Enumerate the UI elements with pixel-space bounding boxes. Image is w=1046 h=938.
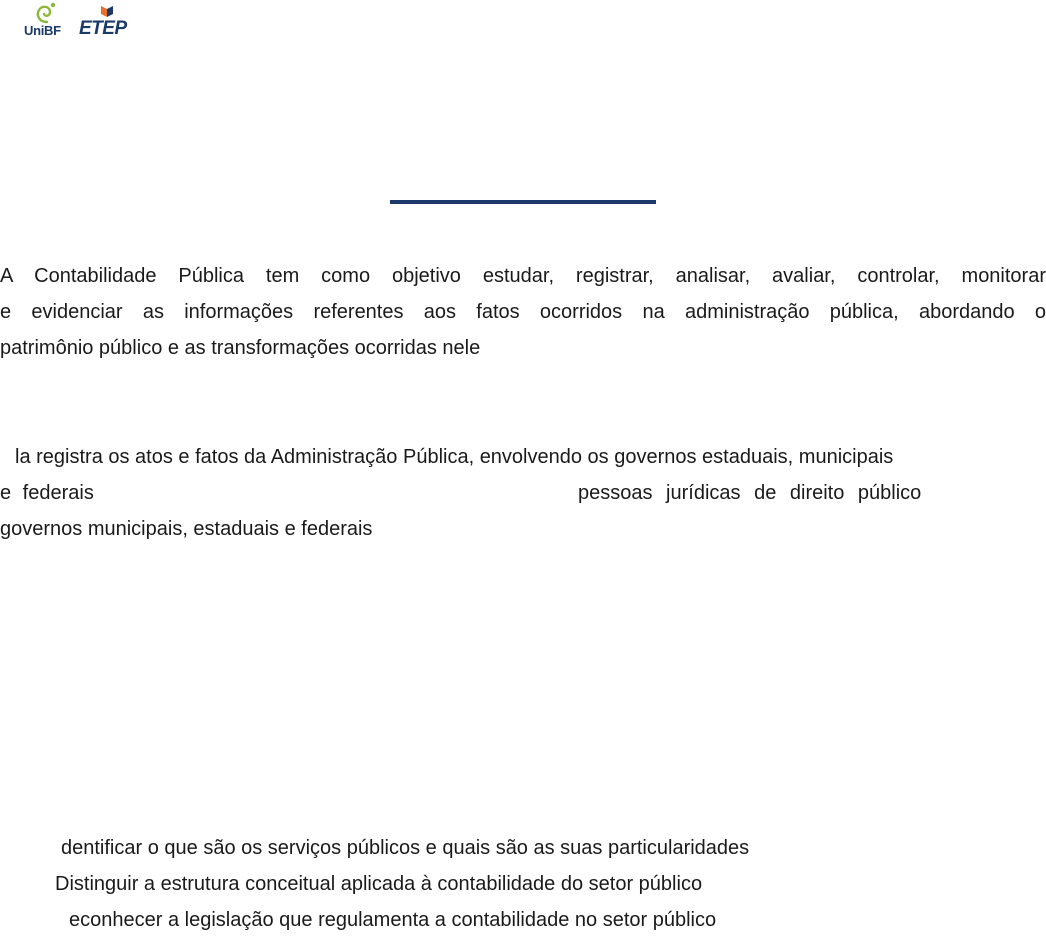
scope-line-1: la registra os atos e fatos da Administração Pública, envolvendo os governos estaduais, municipais [15, 446, 894, 468]
unibf-swirl-icon [34, 2, 60, 24]
scope-line-3: governos municipais, estaduais e federais [0, 518, 373, 540]
title-underline [390, 200, 656, 204]
intro-line-3: patrimônio público e as transformações ocorridas nele [0, 337, 481, 359]
scope-line-2-right: pessoas jurídicas de direito público [578, 482, 922, 504]
intro-line-2: e evidenciar as informações referentes aos fatos ocorridos na administração pública, abordando o [0, 301, 1046, 323]
unibf-logo [24, 2, 72, 42]
objective-item: Distinguir a estrutura conceitual aplicada à contabilidade do setor público [55, 873, 703, 895]
scope-line-2-left: e federais [0, 482, 94, 504]
objectives-list [0, 830, 1046, 938]
objective-item: econhecer a legislação que regulamenta a contabilidade no setor público [69, 909, 717, 931]
unibf-wordmark: UniBF [24, 23, 61, 38]
etep-logo [79, 2, 139, 42]
scope-paragraph [0, 439, 1046, 547]
objective-item: dentificar o que são os serviços públicos e quais são as suas particularidades [61, 837, 750, 859]
intro-paragraph [0, 258, 1046, 366]
logo-bar [24, 2, 144, 42]
etep-book-icon [100, 4, 114, 18]
intro-line-1: A Contabilidade Pública tem como objetivo estudar, registrar, analisar, avaliar, controlar, monitorar [0, 265, 1046, 287]
scope-line-2 [0, 475, 1046, 511]
etep-wordmark: ETEP [79, 18, 127, 39]
